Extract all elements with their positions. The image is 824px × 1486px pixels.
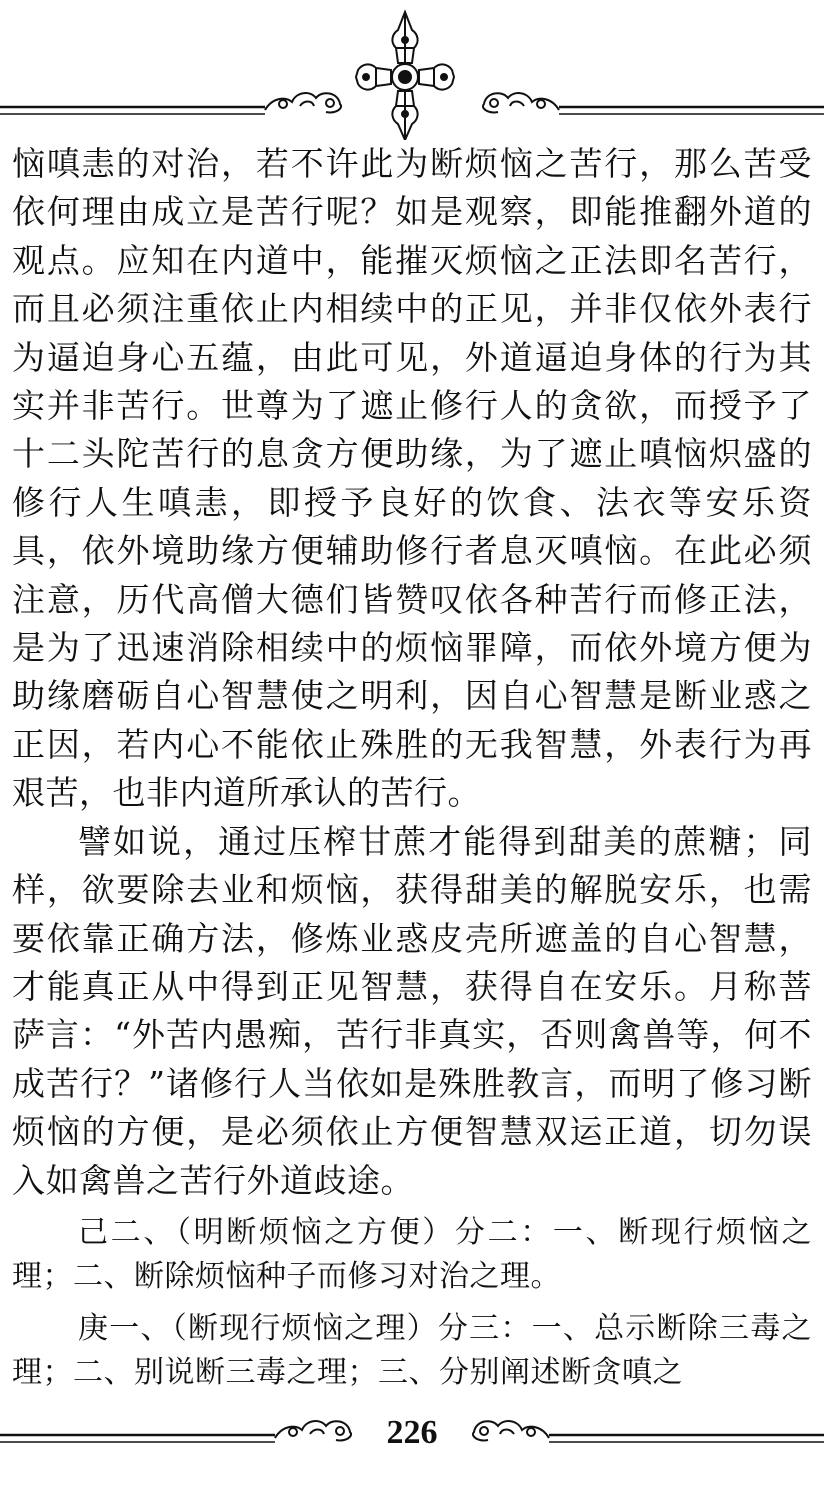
page-number: 226 — [386, 1414, 438, 1451]
section-heading-ji-er: 己二、（明断烦恼之方便）分二：一、断现行烦恼之理；二、断除烦恼种子而修习对治之理。 — [12, 1214, 812, 1294]
footer-cloud-left-icon — [275, 1421, 351, 1440]
paragraph-2: 譬如说，通过压榨甘蔗才能得到甜美的蔗糖；同样，欲要除去业和烦恼，获得甜美的解脱安乐，也需要依靠正确方法，修炼业惑皮壳所遮盖的自心智慧，才能真正从中得到正见智慧，获得自在安乐。月称菩萨言：“外苦内愚痴，苦行非真实，否则禽兽等，何不成苦行？”诸修行人当依如是殊胜教言，而明了修习断烦恼的方便，是必须依止方便智慧双运正道，切勿误入如禽兽之苦行外道歧途。 — [12, 821, 812, 1200]
page-footer — [0, 1400, 824, 1486]
section-heading-geng-yi: 庚一、（断现行烦恼之理）分三：一、总示断除三毒之理；二、别说断三毒之理；三、分别阐述断贪嗔之 — [12, 1310, 812, 1390]
footer-cloud-right-icon — [473, 1421, 549, 1440]
paragraph-1: 恼嗔恚的对治，若不许此为断烦恼之苦行，那么苦受依何理由成立是苦行呢？如是观察，即能推翻外道的观点。应知在内道中，能摧灭烦恼之正法即名苦行，而且必须注重依止内相续中的正见，并非仅依外表行为逼迫身心五蕴，由此可见，外道逼迫身体的行为其实并非苦行。世尊为了遮止修行人的贪欲，而授予了十二头陀苦行的息贪方便助缘，为了遮止嗔恼炽盛的修行人生嗔恚，即授予良好的饮食、法衣等安乐资具，依外境助缘方便辅助修行者息灭嗔恼。在此必须注意，历代高僧大德们皆赞叹依各种苦行而修正法，是为了迅速消除相续中的烦恼罪障，而依外境方便为助缘磨砺自心智慧使之明利，因自心智慧是断业惑之正因，若内心不能依止殊胜的无我智慧，外表行为再艰苦，也非内道所承认的苦行。 — [12, 144, 812, 813]
cloud-right-icon — [483, 93, 559, 112]
double-vajra-icon — [356, 12, 454, 140]
page-header — [0, 0, 824, 140]
cloud-left-icon — [265, 93, 341, 112]
page-body — [12, 140, 812, 1395]
vajra-header-ornament — [0, 0, 824, 140]
